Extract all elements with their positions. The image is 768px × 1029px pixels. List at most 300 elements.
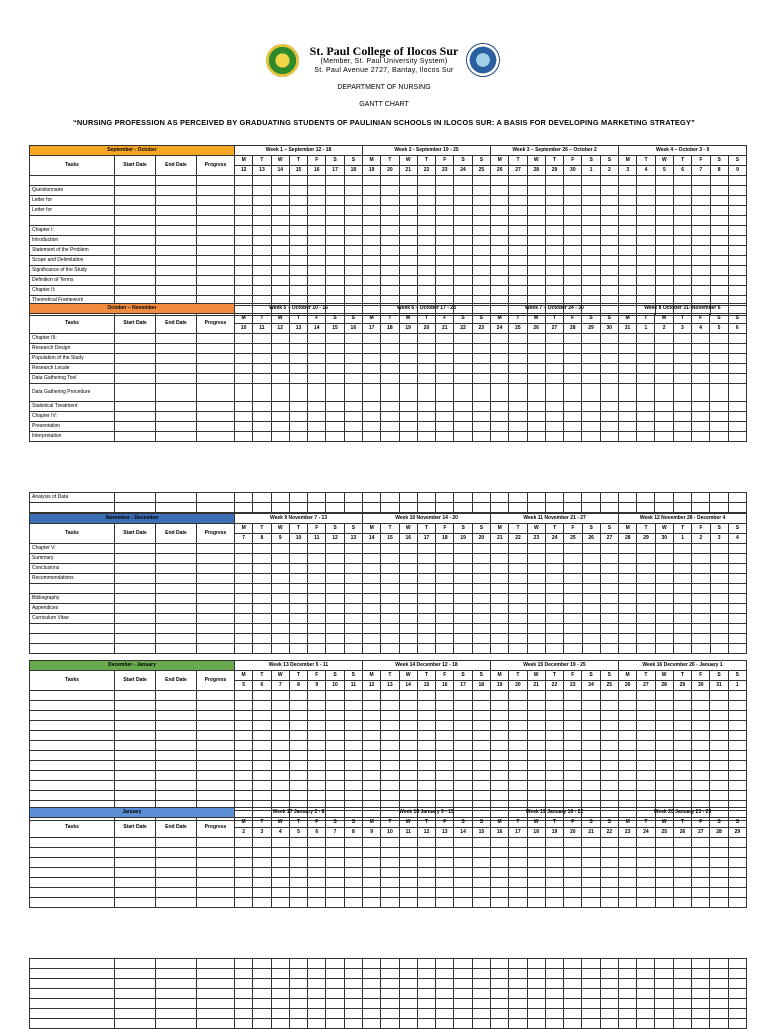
day-cell: [509, 751, 527, 761]
day-cell: [235, 624, 253, 634]
day-cell: [673, 402, 691, 412]
day-cell: [381, 354, 399, 364]
day-cell: [289, 888, 307, 898]
date-number: 18: [381, 324, 399, 334]
gantt-table: [29, 145, 747, 316]
date-number: 28: [655, 681, 673, 691]
date-number: 18: [436, 534, 454, 544]
day-cell: [728, 761, 746, 771]
day-cell: [381, 226, 399, 236]
day-cell: [436, 898, 454, 908]
day-cell: [436, 256, 454, 266]
day-cell: [692, 186, 710, 196]
task-name: [30, 691, 115, 701]
day-cell: [655, 574, 673, 584]
day-cell: [728, 741, 746, 751]
day-cell: [618, 969, 636, 979]
day-cell: [728, 196, 746, 206]
day-cell: [362, 721, 380, 731]
day-cell: [637, 691, 655, 701]
day-cell: [655, 216, 673, 226]
date-number: 18: [344, 166, 362, 176]
day-cell: [472, 634, 490, 644]
day-letter: W: [399, 524, 417, 534]
day-cell: [527, 256, 545, 266]
day-cell: [509, 791, 527, 801]
day-letter: T: [545, 314, 563, 324]
day-cell: [436, 791, 454, 801]
day-cell: [362, 691, 380, 701]
day-cell: [618, 751, 636, 761]
day-letter: M: [363, 818, 381, 828]
day-cell: [253, 761, 271, 771]
day-cell: [344, 432, 362, 442]
table-row: [30, 858, 747, 868]
date-number: 31: [618, 324, 636, 334]
task-name: Research Design: [30, 344, 115, 354]
day-cell: [381, 691, 399, 701]
day-cell: [618, 701, 636, 711]
day-cell: [509, 584, 527, 594]
day-cell: [564, 176, 582, 186]
day-cell: [564, 584, 582, 594]
day-cell: [344, 276, 362, 286]
day-cell: [655, 256, 673, 266]
day-cell: [436, 634, 454, 644]
task-name: [30, 731, 115, 741]
day-cell: [308, 999, 326, 1009]
day-cell: [673, 624, 691, 634]
day-cell: [545, 731, 563, 741]
day-cell: [289, 898, 307, 908]
column-header-row: [30, 671, 747, 681]
day-cell: [600, 503, 618, 513]
date-number: 2: [692, 534, 710, 544]
day-cell: [545, 959, 563, 969]
day-cell: [490, 791, 508, 801]
day-cell: [655, 781, 673, 791]
day-cell: [545, 226, 563, 236]
task-field: [197, 858, 235, 868]
day-cell: [618, 384, 636, 402]
day-cell: [417, 286, 435, 296]
day-cell: [490, 374, 508, 384]
day-cell: [564, 999, 582, 1009]
day-cell: [582, 721, 600, 731]
table-row: [30, 266, 747, 276]
day-cell: [673, 246, 691, 256]
day-cell: [253, 364, 271, 374]
day-cell: [582, 574, 600, 584]
day-cell: [235, 384, 253, 402]
task-name: [30, 999, 115, 1009]
day-cell: [490, 422, 508, 432]
day-cell: [692, 761, 710, 771]
day-letter: S: [728, 818, 746, 828]
day-cell: [436, 276, 454, 286]
day-cell: [618, 402, 636, 412]
day-cell: [637, 868, 655, 878]
day-cell: [637, 503, 655, 513]
day-cell: [253, 848, 271, 858]
day-cell: [289, 614, 307, 624]
day-cell: [527, 412, 545, 422]
day-letter: S: [710, 818, 728, 828]
day-cell: [235, 848, 253, 858]
table-row: [30, 751, 747, 761]
day-cell: [673, 266, 691, 276]
date-number: 31: [710, 681, 728, 691]
day-cell: [235, 226, 253, 236]
day-cell: [673, 236, 691, 246]
day-cell: [399, 374, 417, 384]
date-number: 23: [436, 166, 454, 176]
table-row: [30, 236, 747, 246]
date-number: 4: [271, 828, 289, 838]
day-cell: [545, 334, 563, 344]
day-cell: [344, 334, 362, 344]
task-field: [115, 868, 156, 878]
day-cell: [326, 604, 344, 614]
day-cell: [710, 999, 728, 1009]
week-label: Week 5 – October 10 - 16: [235, 304, 363, 314]
task-field: [197, 236, 235, 246]
day-cell: [582, 226, 600, 236]
column-header: End Date: [156, 818, 197, 838]
day-cell: [509, 771, 527, 781]
day-cell: [454, 364, 472, 374]
day-cell: [637, 858, 655, 868]
day-cell: [618, 374, 636, 384]
date-number: 15: [472, 828, 490, 838]
day-cell: [235, 959, 253, 969]
day-cell: [655, 364, 673, 374]
day-cell: [472, 999, 490, 1009]
day-cell: [436, 751, 454, 761]
day-cell: [637, 594, 655, 604]
day-cell: [655, 1009, 673, 1019]
day-cell: [289, 858, 307, 868]
task-field: [156, 691, 197, 701]
day-cell: [417, 691, 435, 701]
day-cell: [472, 432, 490, 442]
day-cell: [436, 711, 454, 721]
day-cell: [399, 196, 417, 206]
task-field: [156, 256, 197, 266]
task-field: [115, 721, 156, 731]
day-cell: [619, 216, 637, 226]
day-cell: [582, 751, 600, 761]
day-cell: [271, 989, 289, 999]
day-letter: M: [491, 818, 509, 828]
day-cell: [655, 594, 673, 604]
day-cell: [436, 979, 454, 989]
day-cell: [545, 176, 563, 186]
day-cell: [564, 624, 582, 634]
day-cell: [600, 989, 618, 999]
task-field: [197, 614, 235, 624]
day-cell: [509, 604, 527, 614]
day-cell: [527, 989, 545, 999]
day-cell: [472, 334, 490, 344]
day-letter: T: [673, 671, 691, 681]
day-cell: [655, 711, 673, 721]
task-field: [197, 402, 235, 412]
day-cell: [600, 402, 618, 412]
day-letter: W: [655, 524, 673, 534]
day-cell: [564, 554, 582, 564]
day-cell: [454, 374, 472, 384]
task-name: [30, 838, 115, 848]
day-cell: [490, 503, 508, 513]
day-cell: [692, 979, 710, 989]
day-cell: [619, 186, 637, 196]
day-cell: [692, 364, 710, 374]
date-number: 16: [491, 828, 509, 838]
day-cell: [619, 644, 637, 654]
day-letter: F: [436, 156, 454, 166]
day-letter: T: [673, 524, 691, 534]
task-name: [30, 741, 115, 751]
day-cell: [618, 999, 636, 1009]
day-cell: [399, 771, 417, 781]
day-cell: [600, 412, 618, 422]
day-cell: [710, 644, 728, 654]
day-cell: [344, 554, 362, 564]
task-name: [30, 634, 115, 644]
day-cell: [710, 276, 728, 286]
day-cell: [271, 959, 289, 969]
day-cell: [673, 634, 691, 644]
day-cell: [491, 256, 509, 266]
task-field: [115, 374, 156, 384]
day-letter: S: [326, 818, 344, 828]
day-cell: [454, 691, 472, 701]
day-cell: [289, 402, 307, 412]
date-number: 20: [564, 828, 582, 838]
date-number: 24: [454, 166, 472, 176]
task-field: [115, 751, 156, 761]
task-name: [30, 878, 115, 888]
day-cell: [673, 544, 691, 554]
day-cell: [600, 236, 618, 246]
task-field: [115, 564, 156, 574]
day-cell: [582, 554, 600, 564]
day-cell: [363, 246, 381, 256]
table-row: [30, 731, 747, 741]
day-cell: [509, 989, 527, 999]
day-cell: [253, 574, 271, 584]
day-cell: [436, 614, 454, 624]
task-field: [197, 564, 235, 574]
day-cell: [289, 711, 307, 721]
day-cell: [253, 256, 271, 266]
day-cell: [637, 493, 655, 503]
date-number: 21: [436, 324, 454, 334]
day-cell: [619, 176, 637, 186]
day-cell: [381, 412, 399, 422]
day-letter: S: [344, 818, 362, 828]
day-cell: [344, 574, 362, 584]
day-letter: F: [692, 156, 710, 166]
task-field: [115, 206, 156, 216]
task-field: [115, 584, 156, 594]
day-cell: [253, 838, 271, 848]
day-cell: [253, 771, 271, 781]
day-cell: [491, 544, 509, 554]
day-cell: [436, 503, 454, 513]
day-cell: [655, 614, 673, 624]
day-cell: [362, 979, 380, 989]
day-cell: [692, 721, 710, 731]
day-cell: [728, 584, 746, 594]
date-number: 9: [728, 166, 746, 176]
day-cell: [692, 594, 710, 604]
day-cell: [271, 493, 289, 503]
day-cell: [692, 432, 710, 442]
day-cell: [655, 493, 673, 503]
day-cell: [436, 554, 454, 564]
day-cell: [673, 721, 691, 731]
day-cell: [600, 186, 618, 196]
day-cell: [235, 276, 253, 286]
day-cell: [271, 644, 289, 654]
day-cell: [600, 858, 618, 868]
day-cell: [436, 216, 454, 226]
day-letter: F: [692, 671, 710, 681]
day-cell: [399, 246, 417, 256]
task-field: [115, 701, 156, 711]
day-cell: [673, 858, 691, 868]
task-field: [156, 384, 197, 402]
day-cell: [253, 564, 271, 574]
day-cell: [454, 989, 472, 999]
day-cell: [326, 574, 344, 584]
day-cell: [253, 731, 271, 741]
day-cell: [271, 176, 289, 186]
task-field: [115, 266, 156, 276]
day-cell: [509, 226, 527, 236]
day-cell: [637, 614, 655, 624]
day-cell: [417, 196, 435, 206]
day-cell: [289, 959, 307, 969]
day-cell: [673, 741, 691, 751]
day-letter: T: [253, 524, 271, 534]
column-header: End Date: [156, 524, 197, 544]
day-cell: [545, 256, 563, 266]
day-cell: [710, 838, 728, 848]
day-cell: [344, 721, 362, 731]
task-field: [156, 848, 197, 858]
day-cell: [363, 898, 381, 908]
day-cell: [454, 624, 472, 634]
day-cell: [564, 959, 582, 969]
day-cell: [545, 374, 563, 384]
day-cell: [582, 402, 600, 412]
task-field: [197, 721, 235, 731]
day-cell: [491, 878, 509, 888]
day-cell: [600, 286, 618, 296]
date-number: 26: [618, 681, 636, 691]
day-cell: [618, 731, 636, 741]
day-cell: [655, 186, 673, 196]
day-cell: [417, 384, 435, 402]
day-cell: [710, 848, 728, 858]
day-cell: [271, 364, 289, 374]
day-cell: [655, 691, 673, 701]
day-cell: [289, 979, 307, 989]
date-number: 17: [417, 534, 435, 544]
day-cell: [417, 721, 435, 731]
table-row: [30, 564, 747, 574]
task-field: [197, 266, 235, 276]
day-cell: [710, 1009, 728, 1019]
date-number: 3: [673, 324, 691, 334]
day-cell: [362, 354, 380, 364]
day-cell: [436, 334, 454, 344]
day-cell: [491, 838, 509, 848]
day-cell: [472, 711, 490, 721]
day-cell: [728, 858, 746, 868]
date-number: 7: [692, 166, 710, 176]
day-cell: [344, 848, 362, 858]
day-cell: [344, 256, 362, 266]
task-field: [197, 741, 235, 751]
day-cell: [673, 594, 691, 604]
column-header-row: [30, 818, 747, 828]
day-cell: [655, 848, 673, 858]
day-cell: [564, 691, 582, 701]
day-cell: [308, 614, 326, 624]
task-field: [156, 584, 197, 594]
day-cell: [399, 751, 417, 761]
day-cell: [564, 402, 582, 412]
date-number: 22: [454, 324, 472, 334]
day-letter: W: [271, 156, 289, 166]
day-cell: [728, 771, 746, 781]
day-cell: [619, 246, 637, 256]
day-cell: [582, 741, 600, 751]
day-cell: [399, 868, 417, 878]
day-cell: [619, 584, 637, 594]
day-cell: [289, 731, 307, 741]
day-cell: [235, 989, 253, 999]
day-cell: [235, 888, 253, 898]
day-cell: [399, 584, 417, 594]
day-letter: S: [582, 314, 600, 324]
day-cell: [308, 584, 326, 594]
table-row: [30, 614, 747, 624]
day-cell: [326, 721, 344, 731]
task-field: [197, 344, 235, 354]
day-cell: [637, 969, 655, 979]
day-cell: [363, 276, 381, 286]
day-cell: [472, 771, 490, 781]
day-cell: [454, 256, 472, 266]
day-cell: [655, 838, 673, 848]
day-cell: [235, 791, 253, 801]
day-cell: [399, 959, 417, 969]
day-cell: [399, 1009, 417, 1019]
day-letter: T: [417, 156, 435, 166]
day-cell: [472, 721, 490, 731]
week-label: Week 8 October 31- November 6: [618, 304, 746, 314]
day-cell: [472, 384, 490, 402]
section-label: January: [30, 808, 235, 818]
day-cell: [271, 236, 289, 246]
day-cell: [728, 868, 746, 878]
day-cell: [253, 721, 271, 731]
